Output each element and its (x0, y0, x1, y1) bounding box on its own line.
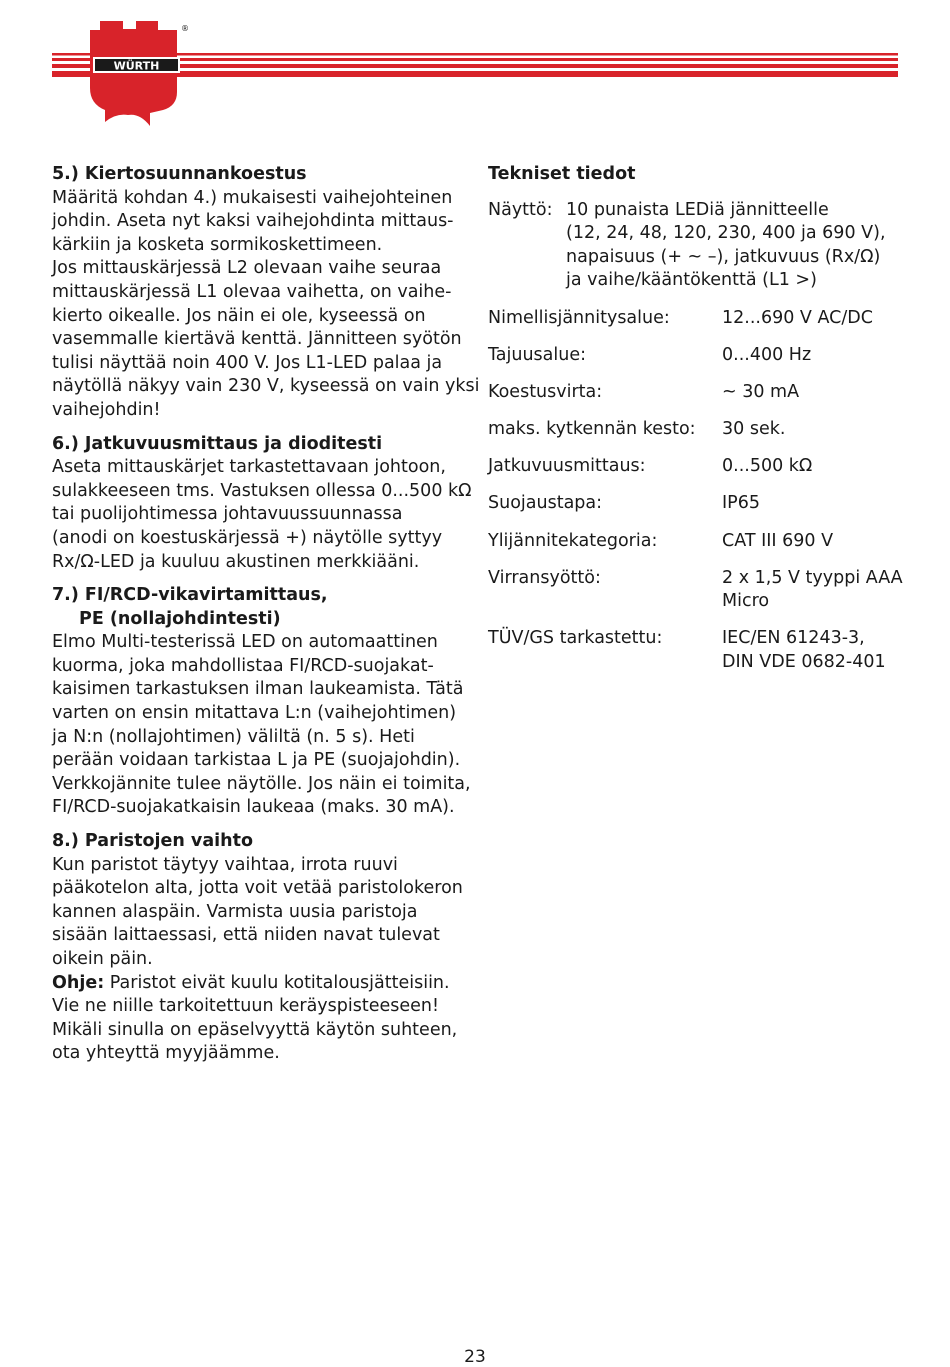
page-number: 23 (464, 1347, 486, 1367)
spec-label: Tajuusalue: (488, 345, 587, 366)
text-line: ota yhteyttä myyjäämme. (52, 1043, 280, 1064)
text-line: Elmo Multi-testerissä LED on automaattinen (52, 632, 438, 653)
spec-value-line: 2 x 1,5 V tyyppi AAA (722, 567, 903, 588)
spec-label: Ylijännitekategoria: (488, 530, 658, 551)
text-line: kannen alaspäin. Varmista uusia paristoja (52, 901, 418, 922)
text-line: johdin. Aseta nyt kaksi vaihejohdinta mittaus- (52, 211, 454, 232)
section-rcd-test (52, 584, 471, 820)
spec-row (488, 344, 908, 368)
text-line: Määritä kohdan 4.) mukaisesti vaihejohteinen (52, 187, 453, 208)
specs-title: Tekniset tiedot (488, 164, 636, 184)
spec-value: 30 sek. (722, 419, 786, 440)
note-label: Ohje: (52, 972, 105, 993)
logo-text: WÜRTH (113, 59, 160, 73)
text-line: Mikäli sinulla on epäselvyyttä käytön suhteen, (52, 1019, 458, 1040)
section-title-continued: PE (nollajohdintesti) (79, 608, 281, 629)
spec-value: CAT III 690 V (722, 530, 834, 551)
text-line: (anodi on koestuskärjessä +) näytölle syttyy (52, 527, 443, 548)
specs-column (488, 163, 908, 688)
text-line: kuorma, joka mahdollistaa FI/RCD-suojakat- (52, 655, 434, 676)
spec-row (488, 418, 908, 442)
instructions-column (52, 163, 480, 1076)
spec-label: Nimellisjännitysalue: (488, 307, 670, 328)
spec-row (488, 567, 908, 614)
text-line: kaisimen tarkastuksen ilman laukeamista. Tätä (52, 679, 464, 700)
spec-label: Suojaustapa: (488, 493, 603, 514)
registered-mark: ® (181, 24, 189, 33)
note-line (52, 972, 462, 996)
text-line: pääkotelon alta, jotta voit vetää paristolokeron (52, 878, 463, 899)
spec-value-line: ja vaihe/kääntökenttä (L1 >) (566, 270, 817, 291)
section-continuity-test (52, 433, 472, 575)
text-line: sulakkeeseen tms. Vastuksen ollessa 0...500 kΩ (52, 480, 472, 501)
spec-label: Näyttö: (488, 199, 553, 220)
text-line: Kun paristot täytyy vaihtaa, irrota ruuvi (52, 854, 398, 875)
section-battery-replacement (52, 830, 462, 1066)
text-line: näytöllä näkyy vain 230 V, kyseessä on vain yksi (52, 376, 480, 397)
spec-value: IP65 (722, 493, 760, 514)
spec-display (488, 199, 908, 293)
text-line: tulisi näyttää noin 400 V. Jos L1-LED palaa ja (52, 352, 443, 373)
section-title: 7.) FI/RCD-vikavirtamittaus, (52, 585, 328, 606)
section-title: 5.) Kiertosuunnankoestus (52, 164, 307, 184)
text-line: oikein päin. (52, 949, 153, 969)
spec-value: 0...400 Hz (722, 345, 812, 366)
note-text: Paristot eivät kuulu kotitalousjätteisiin. (104, 972, 450, 993)
text-line: Rx/Ω-LED ja kuuluu akustinen merkkiääni. (52, 551, 420, 572)
section-rotation-test (52, 163, 480, 423)
section-title: 8.) Paristojen vaihto (52, 831, 253, 852)
spec-value-line: napaisuus (+ ~ –), jatkuvuus (Rx/Ω) (566, 246, 881, 267)
spec-value (722, 567, 903, 614)
spec-value (722, 627, 886, 674)
spec-value-line: IEC/EN 61243-3, (722, 628, 865, 649)
wurth-logo (90, 21, 189, 126)
spec-row (488, 530, 908, 554)
header-banner (0, 0, 950, 130)
spec-value-line: (12, 24, 48, 120, 230, 400 ja 690 V), (566, 223, 886, 244)
spec-value-line: Micro (722, 591, 770, 612)
spec-row (488, 627, 908, 674)
text-line: sisään laittaessasi, että niiden navat tulevat (52, 925, 440, 946)
text-line: vasemmalle kiertävä kenttä. Jännitteen syötön (52, 329, 462, 350)
text-line: Aseta mittauskärjet tarkastettavaan johtoon, (52, 457, 446, 478)
spec-row (488, 492, 908, 516)
spec-label: Jatkuvuusmittaus: (488, 456, 646, 477)
spec-value-line: DIN VDE 0682-401 (722, 651, 886, 672)
spec-label: maks. kytkennän kesto: (488, 419, 696, 440)
spec-row (488, 381, 908, 405)
text-line: kärkiin ja kosketa sormikoskettimeen. (52, 234, 383, 255)
text-line: Vie ne niille tarkoitettuun keräyspisteeseen! (52, 996, 440, 1017)
spec-row (488, 307, 908, 331)
spec-value-line: 10 punaista LEDiä jännitteelle (566, 199, 829, 220)
text-line: varten on ensin mitattava L:n (vaihejohtimen) (52, 703, 457, 724)
text-line: FI/RCD-suojakatkaisin laukeaa (maks. 30 mA). (52, 797, 455, 818)
spec-row (488, 455, 908, 479)
text-line: mittauskärjessä L1 olevaa vaihetta, on vaihe- (52, 281, 452, 302)
text-line: kierto oikealle. Jos näin ei ole, kyseessä on (52, 305, 426, 326)
text-line: ja N:n (nollajohtimen) väliltä (n. 5 s). Heti (52, 726, 415, 747)
text-line: perään voidaan tarkistaa L ja PE (suojajohdin). (52, 750, 461, 771)
spec-value (566, 199, 908, 293)
text-line: vaihejohdin! (52, 399, 161, 420)
spec-value: ~ 30 mA (722, 382, 800, 403)
spec-value: 12...690 V AC/DC (722, 307, 873, 328)
spec-label: Koestusvirta: (488, 382, 603, 403)
text-line: Verkkojännite tulee näytölle. Jos näin ei toimita, (52, 773, 471, 794)
text-line: tai puolijohtimessa johtavuussuunnassa (52, 504, 403, 525)
spec-label: TÜV/GS tarkastettu: (488, 628, 663, 649)
section-title: 6.) Jatkuvuusmittaus ja dioditesti (52, 433, 383, 454)
spec-value: 0...500 kΩ (722, 456, 813, 477)
text-line: Jos mittauskärjessä L2 olevaan vaihe seuraa (52, 258, 442, 279)
spec-label: Virransyöttö: (488, 567, 601, 588)
